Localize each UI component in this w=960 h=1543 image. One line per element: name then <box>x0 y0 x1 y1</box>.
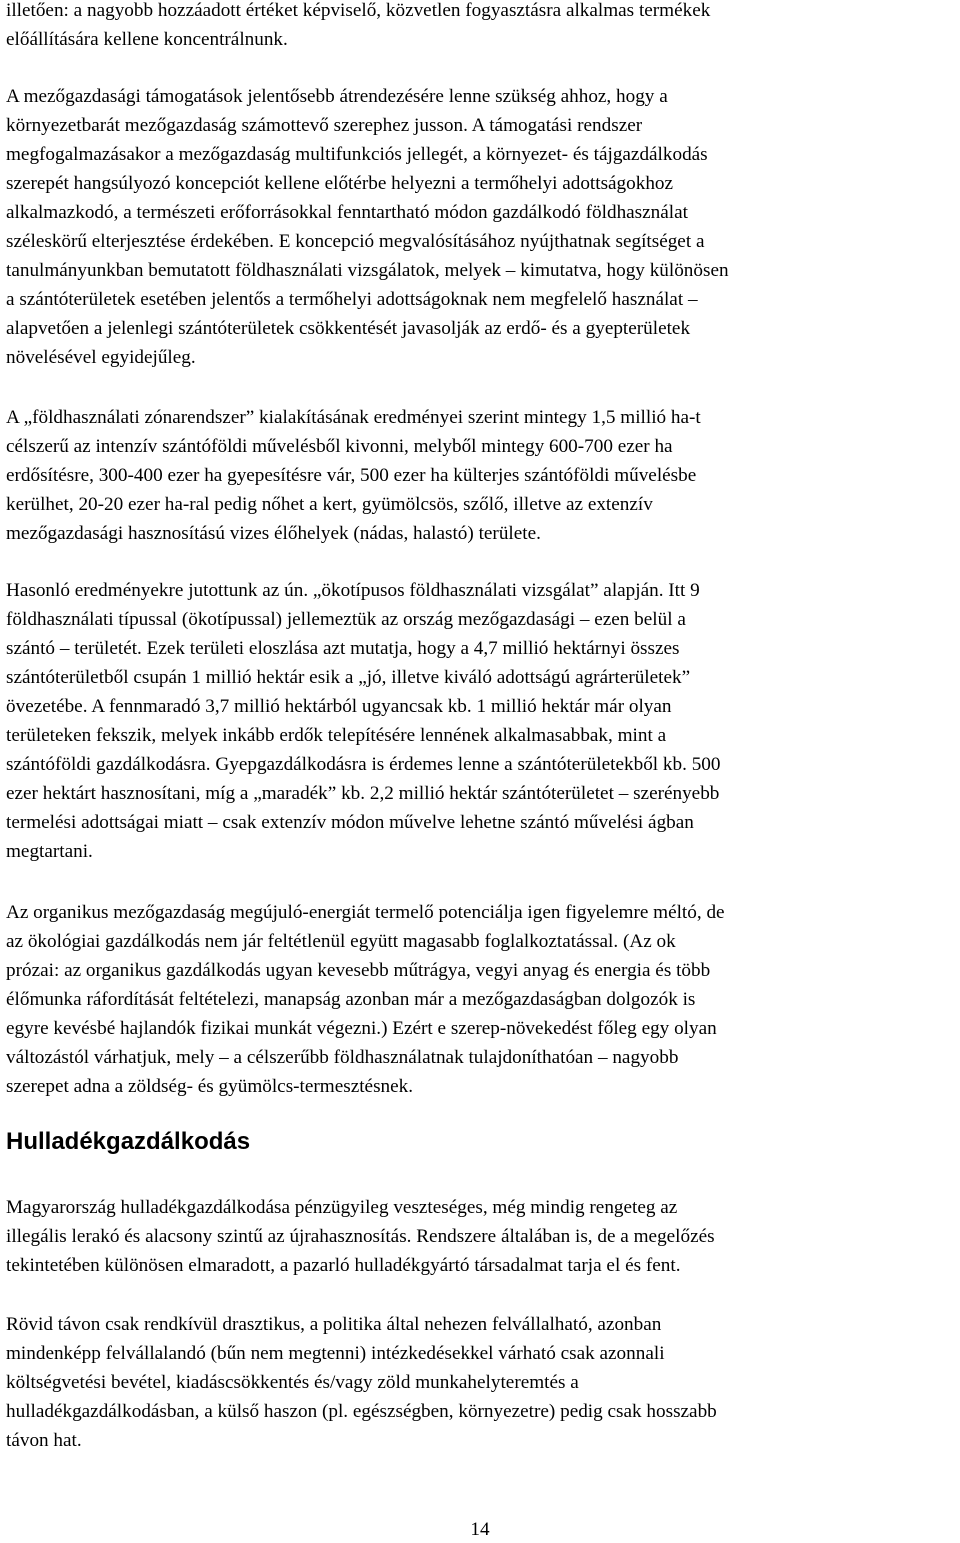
paragraph-5 <box>6 898 952 1101</box>
text-line: szántóterületből csupán 1 millió hektár esik a „jó, illetve kiváló adottságú agrárterületek” <box>6 667 691 688</box>
text-line: célszerű az intenzív szántóföldi művelésből kivonni, melyből mintegy 600-700 ezer ha <box>6 436 673 457</box>
text-line: költségvetési bevétel, kiadáscsökkentés és/vagy zöld munkahelyteremtés a <box>6 1372 579 1393</box>
text-line: illetően: a nagyobb hozzáadott értéket képviselő, közvetlen fogyasztásra alkalmas termékek <box>6 0 711 21</box>
text-line: a szántóterületek esetében jelentős a termőhelyi adottságoknak nem megfelelő használat – <box>6 289 698 310</box>
text-line: az ökológiai gazdálkodás nem jár feltétlenül együtt magasabb foglalkoztatással. (Az ok <box>6 931 676 952</box>
text-line: ezer hektárt hasznosítani, míg a „maradék” kb. 2,2 millió hektár szántóterületet – szerényebb <box>6 783 720 804</box>
text-line: területeken fekszik, melyek inkább erdők telepítésére lennének alkalmasabbak, mint a <box>6 725 667 746</box>
text-line: megfogalmazásakor a mezőgazdaság multifunkciós jellegét, a környezet- és tájgazdálkodás <box>6 144 708 165</box>
text-line: mezőgazdasági hasznosítású vizes élőhelyek (nádas, halastó) területe. <box>6 523 541 544</box>
text-line: szerepet adna a zöldség- és gyümölcs-termesztésnek. <box>6 1076 414 1097</box>
text-line: mindenképp felvállalandó (bűn nem megtenni) intézkedésekkel várható csak azonnali <box>6 1343 665 1364</box>
text-line: prózai: az organikus gazdálkodás ugyan kevesebb műtrágya, vegyi anyag és energia és több <box>6 960 711 981</box>
page-number: 14 <box>470 1519 490 1540</box>
text-line: Az organikus mezőgazdaság megújuló-energiát termelő potenciálja igen figyelemre méltó, de <box>6 902 725 923</box>
paragraph-1 <box>6 0 952 54</box>
text-line: Magyarország hulladékgazdálkodása pénzügyileg veszteséges, még mindig rengeteg az <box>6 1197 678 1218</box>
text-line: változástól várhatjuk, mely – a célszerűbb földhasználatnak tulajdoníthatóan – nagyobb <box>6 1047 679 1068</box>
text-line: széleskörű elterjesztése érdekében. E koncepció megvalósításához nyújthatnak segítséget a <box>6 231 705 252</box>
text-line: Hasonló eredményekre jutottunk az ún. „ökotípusos földhasználati vizsgálat” alapján. Itt 9 <box>6 580 700 601</box>
text-line: előállítására kellene koncentrálnunk. <box>6 29 288 50</box>
text-line: környezetbarát mezőgazdaság számottevő szerephez jusson. A támogatási rendszer <box>6 115 643 136</box>
text-line: földhasználati típussal (ökotípussal) jellemeztük az ország mezőgazdasági – ezen belül a <box>6 609 686 630</box>
text-line: erdősítésre, 300-400 ezer ha gyepesítésre vár, 500 ezer ha külterjes szántóföldi művelésbe <box>6 465 697 486</box>
text-line: termelési adottságai miatt – csak extenzív módon művelve lehetne szántó művelési ágban <box>6 812 694 833</box>
text-line: szerepét hangsúlyozó koncepciót kellene előtérbe helyezni a termőhelyi adottságokhoz <box>6 173 674 194</box>
text-line: A mezőgazdasági támogatások jelentősebb átrendezésére lenne szükség ahhoz, hogy a <box>6 86 668 107</box>
text-line: övezetébe. A fennmaradó 3,7 millió hektárból ugyancsak kb. 1 millió hektár már olyan <box>6 696 672 717</box>
text-line: alkalmazkodó, a természeti erőforrásokkal fenntartható módon gazdálkodó földhasználat <box>6 202 688 223</box>
paragraph-6 <box>6 1193 952 1280</box>
text-line: A „földhasználati zónarendszer” kialakításának eredményei szerint mintegy 1,5 millió ha-t <box>6 407 701 428</box>
text-line: alapvetően a jelenlegi szántóterületek csökkentését javasolják az erdő- és a gyepterületek <box>6 318 691 339</box>
text-line: tanulmányunkban bemutatott földhasználati vizsgálatok, melyek – kimutatva, hogy különösen <box>6 260 729 281</box>
section-heading: Hulladékgazdálkodás <box>6 1128 251 1155</box>
text-line: növelésével egyidejűleg. <box>6 347 196 368</box>
text-line: kerülhet, 20-20 ezer ha-ral pedig nőhet a kert, gyümölcsös, szőlő, illetve az extenzív <box>6 494 653 515</box>
paragraph-4 <box>6 576 952 866</box>
text-line: élőmunka ráfordítását feltételezi, manapság azonban már a mezőgazdaságban dolgozók is <box>6 989 696 1010</box>
text-line: szántóföldi gazdálkodásra. Gyepgazdálkodásra is érdemes lenne a szántóterületekből kb. 500 <box>6 754 721 775</box>
text-line: szántó – területét. Ezek területi eloszlása azt mutatja, hogy a 4,7 millió hektárnyi összes <box>6 638 680 659</box>
text-line: illegális lerakó és alacsony szintű az újrahasznosítás. Rendszere általában is, de a megelőzés <box>6 1226 715 1247</box>
text-line: Rövid távon csak rendkívül drasztikus, a politika által nehezen felvállalható, azonban <box>6 1314 662 1335</box>
text-line: hulladékgazdálkodásban, a külső haszon (pl. egészségben, környezetre) pedig csak hosszabb <box>6 1401 717 1422</box>
text-line: megtartani. <box>6 841 93 862</box>
paragraph-7 <box>6 1310 952 1455</box>
text-line: tekintetében különösen elmaradott, a pazarló hulladékgyártó társadalmat tarja el és fent. <box>6 1255 681 1276</box>
text-line: távon hat. <box>6 1430 82 1451</box>
text-line: egyre kevésbé hajlandók fizikai munkát végezni.) Ezért e szerep-növekedést főleg egy olyan <box>6 1018 717 1039</box>
paragraph-3 <box>6 403 952 548</box>
paragraph-2 <box>6 82 952 372</box>
